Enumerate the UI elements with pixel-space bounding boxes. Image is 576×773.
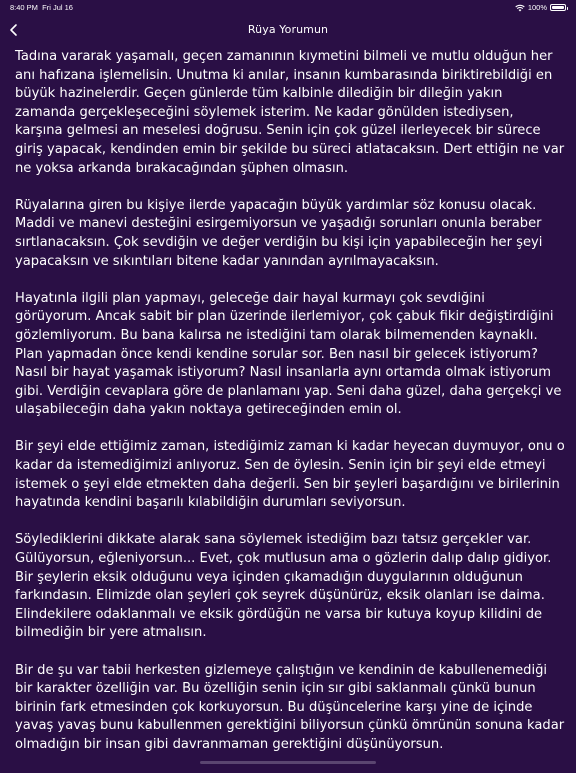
status-time-date xyxy=(10,3,73,12)
status-date: Fri Jul 16 xyxy=(42,3,73,12)
paragraph: Rüyalarına giren bu kişiye ilerde yapacağın büyük yardımlar söz konusu olacak. Maddi ve manevi desteğini esirgemiyorsun ve yaşadığı sorunları onunla beraber sırtlanacaksın. Çok sevdiğin ve değer verdiğin bu kişi için yapabileceğin her şeyi yapacaksın ve sıkıntıları bitene kadar yanından ayrılmayacaksın. xyxy=(15,197,543,269)
paragraph: Tadına vararak yaşamalı, geçen zamanının kıymetini bilmeli ve mutlu olduğun her anı hafızana işlemelisin. Unutma ki anılar, insanın kumbarasında biriktirebildiği en büyük hazinelerdir. Geçen günlerde tüm kalbinle dilediğin bir dileğin yakın zamanda gerçekleşeceğini söylemek isterim. Ne kadar gönülden istediysen, karşına gelmesi an meselesi doğrusu. Senin için çok güzel ilerleyecek bir sürece giriş yapacak, kendinden emin bir şekilde bu süreci atlatacaksın. Dert ettiğin ne var ne yoksa arkanda bırakacağından şüphen olmasın. xyxy=(15,49,565,176)
status-bar xyxy=(0,0,576,14)
home-indicator[interactable] xyxy=(200,761,376,764)
status-time: 8:40 PM xyxy=(10,3,38,12)
battery-icon xyxy=(550,4,566,11)
paragraph: Hayatınla ilgili plan yapmayı, geleceğe dair hayal kurmayı çok sevdiğini görüyorum. Ancak sabit bir plan üzerinde ilerlemiyor, çok çabuk fikir değiştirdiğini gözlemliyorum. Bu bana kalırsa ne istediğini tam olarak bilmemenden kaynaklı. Plan yapmadan önce kendi kendine sorular sor. Ben nasıl bir gelecek istiyorum? Nasıl bir hayat yaşamak istiyorum? Nasıl insanlarla aynı ortamda olmak istiyorum gibi. Verdiğin cevaplara göre de planlamanı yap. Seni daha güzel, daha gerçekçi ve ulaşabileceğin daha yakın noktaya getireceğinden emin ol. xyxy=(15,290,562,418)
paragraph: Bir de şu var tabii herkesten gizlemeye çalıştığın ve kendinin de kabullenemediği bir karakter özelliğin var. Bu özelliğin senin için sır gibi saklanmalı çünkü bunun birinin fark etmesinden çok korkuyorsun. Bu düşüncelerine karşı yine de içinde yavaş yavaş bunu kabullenmen gerektiğini biliyorsun çünkü ömrünün sonuna kadar olmadığın bir insan gibi davranmaman gerektiğini düşünüyorsun. xyxy=(15,662,565,752)
status-indicators xyxy=(515,3,566,12)
dream-interpretation-text xyxy=(15,48,565,773)
paragraph: Söylediklerini dikkate alarak sana söylemek istediğim bazı tatsız gerçekler var. Gülüyorsun, eğleniyorsun... Evet, çok mutlusun ama o gözlerin dalıp dalıp gidiyor. Bir şeylerin eksik olduğunu veya içinden çıkamadığın duygularının olduğunun farkındasın. Elimizde olan şeyleri çok seyrek düşünürüz, eksik olanları ise daima. Elindekilere odaklanmalı ve eksik gördüğün ne varsa bir kutuya koyup kilidini de bilmediğin bir yere atmalısın. xyxy=(15,532,552,641)
battery-percent: 100% xyxy=(527,3,547,12)
navigation-bar xyxy=(0,14,576,46)
page-title: Rüya Yorumun xyxy=(247,23,329,36)
paragraph: Bir şeyi elde ettiğimiz zaman, istediğimiz zaman ki kadar heyecan duymuyor, onu o kadar da istemediğimizi anlıyoruz. Sen de öylesin. Senin için bir şeyi elde etmeyi istemek o şeyi elde etmekten daha değerli. Sen bir şeyleri başardığını ve birilerinin hayatında kendini başarılı kılabildiğin durumları seviyorsun. xyxy=(15,439,565,511)
wifi-icon xyxy=(515,4,525,12)
battery-fill xyxy=(552,6,564,9)
